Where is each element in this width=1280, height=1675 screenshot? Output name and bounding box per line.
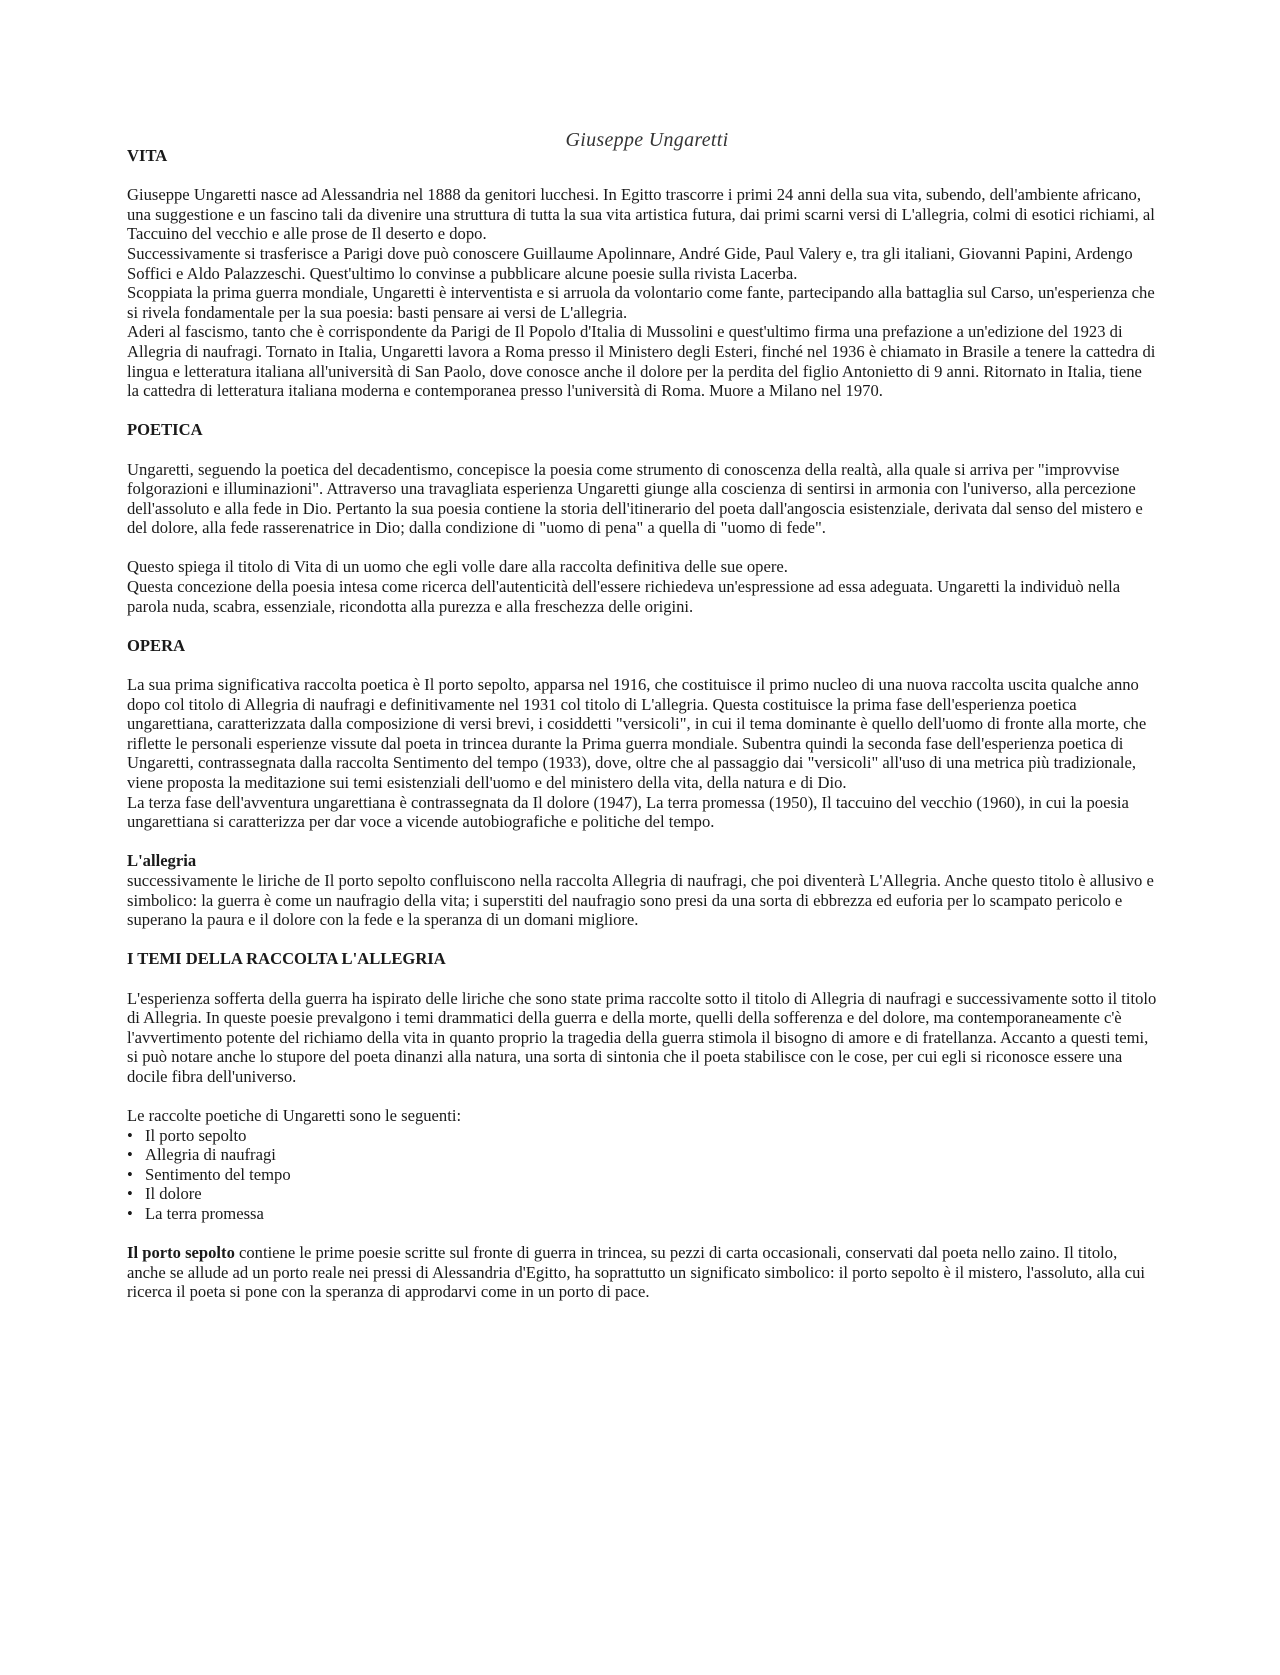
section-heading-poetica: POETICA bbox=[127, 420, 203, 440]
collection-name: Il dolore bbox=[145, 1184, 202, 1204]
porto-sepolto-text: contiene le prime poesie scritte sul fronte di guerra in trincea, su pezzi di carta occasionali, conservati dal poeta nello zaino. Il titolo, anche se allude ad un porto reale nei pressi di Alessandria d'Egitto, ha soprattutto un significato simbolico: il porto sepolto è il mistero, l'assoluto, alla cui ricerca il poeta si pone con la speranza di approdarvi come in un porto di pace. bbox=[127, 1243, 1145, 1302]
vita-paragraph-4: Aderi al fascismo, tanto che è corrispondente da Parigi de Il Popolo d'Italia di Mussolini e quest'ultimo firma una prefazione a un'edizione del 1923 di Allegria di naufragi. Tornato in Italia, Ungaretti lavora a Roma presso il Ministero degli Esteri, finché nel 1936 è chiamato in Brasile a tenere la cattedra di lingua e letteratura italiana all'università di San Paolo, dove conosce anche il dolore per la perdita del figlio Antonietto di 9 anni. Ritornato in Italia, tiene la cattedra di letteratura italiana moderna e contemporanea presso l'università di Roma. Muore a Milano nel 1970. bbox=[127, 322, 1156, 401]
list-item bbox=[127, 1184, 1157, 1204]
poetica-paragraph-2: Questo spiega il titolo di Vita di un uomo che egli volle dare alla raccolta definitiva delle sue opere. bbox=[127, 557, 788, 577]
opera-paragraph-2: La terza fase dell'avventura ungarettiana è contrassegnata da Il dolore (1947), La terra promessa (1950), Il taccuino del vecchio (1960), in cui la poesia ungarettiana si caratterizza per dar voce a vicende autobiografiche e politiche del tempo. bbox=[127, 792, 1129, 832]
porto-sepolto-title: Il porto sepolto bbox=[127, 1243, 235, 1263]
temi-paragraph-1: L'esperienza sofferta della guerra ha ispirato delle liriche che sono state prima raccolte sotto il titolo di Allegria di naufragi e successivamente sotto il titolo di Allegria. In queste poesie prevalgono i temi drammatici della guerra e della morte, quelli della sofferenza e del dolore, ma contemporaneamente c'è l'avvertimento potente del richiamo della vita in quanto proprio la tragedia della guerra stimola il bisogno di amore e di fratellanza. Accanto a questi temi, si può notare anche lo stupore del poeta dinanzi alla natura, una sorta di sintonia che il poeta stabilisce con le cose, per cui egli si riconosce essere una docile fibra dell'universo. bbox=[127, 988, 1157, 1086]
collections-list bbox=[127, 1126, 1157, 1224]
vita-paragraph-3: Scoppiata la prima guerra mondiale, Ungaretti è interventista e si arruola da volontario come fante, partecipando alla battaglia sul Carso, un'esperienza che si rivela fondamentale per la sua poesia: basti pensare ai versi de L'allegria. bbox=[127, 283, 1155, 322]
collection-name: Il porto sepolto bbox=[145, 1125, 247, 1145]
bullet-icon: • bbox=[127, 1184, 133, 1204]
bullet-icon: • bbox=[127, 1145, 133, 1165]
opera-paragraph-1: La sua prima significativa raccolta poetica è Il porto sepolto, apparsa nel 1916, che costituisce il primo nucleo di una nuova raccolta uscita qualche anno dopo col titolo di Allegria di naufragi e definitivamente nel 1931 col titolo di L'allegria. Questa costituisce la prima fase dell'esperienza poetica ungarettiana, caratterizzata dalla composizione di versi brevi, i cosiddetti "versicoli", in cui il tema dominante è quello dell'uomo di fronte alla morte, che riflette le personali esperienze vissute dal poeta in trincea durante la Prima guerra mondiale. Subentra quindi la seconda fase dell'esperienza poetica di Ungaretti, contrassegnata dalla raccolta Sentimento del tempo (1933), dove, oltre che al passaggio dai "versicoli" all'uso di una metrica più tradizionale, viene proposta la meditazione sui temi esistenziali dell'uomo e del ministero della vita, della natura e di Dio. bbox=[127, 675, 1147, 792]
bullet-icon: • bbox=[127, 1164, 133, 1184]
poetica-paragraph-3: Questa concezione della poesia intesa come ricerca dell'autenticità dell'essere richiedeva un'espressione ad essa adeguata. Ungaretti la individuò nella parola nuda, scabra, essenziale, ricondotta alla purezza e alla freschezza delle origini. bbox=[127, 577, 1121, 616]
collection-name: Sentimento del tempo bbox=[145, 1164, 291, 1184]
bullet-icon: • bbox=[127, 1204, 133, 1224]
list-item bbox=[127, 1204, 1157, 1224]
collection-name: Allegria di naufragi bbox=[145, 1145, 276, 1165]
list-item bbox=[127, 1126, 1157, 1146]
vita-paragraph-1: Giuseppe Ungaretti nasce ad Alessandria nel 1888 da genitori lucchesi. In Egitto trascorre i primi 24 anni della sua vita, subendo, dell'ambiente africano, una suggestione e un fascino tali da divenire una struttura di tutta la sua vita artistica futura, dai primi scarni versi di L'allegria, colmi di esotici richiami, al Taccuino del vecchio e alle prose de Il deserto e dopo. bbox=[127, 185, 1155, 244]
allegria-paragraph: successivamente le liriche de Il porto sepolto confluiscono nella raccolta Allegria di naufragi, che poi diventerà L'Allegria. Anche questo titolo è allusivo e simbolico: la guerra è come un naufragio della vita; i superstiti del naufragio sono presi da una sorta di ebbrezza ed euforia per lo scampato pericolo e superano la paura e il dolore con la fede e la speranza di un domani migliore. bbox=[127, 870, 1154, 930]
list-item bbox=[127, 1165, 1157, 1185]
bullet-icon: • bbox=[127, 1125, 133, 1145]
subheading-allegria: L'allegria bbox=[127, 851, 197, 871]
porto-sepolto-paragraph bbox=[127, 1243, 1157, 1302]
section-heading-opera: OPERA bbox=[127, 635, 186, 655]
collections-intro: Le raccolte poetiche di Ungaretti sono le seguenti: bbox=[127, 1106, 462, 1126]
collection-name: La terra promessa bbox=[145, 1204, 264, 1224]
poetica-paragraph-1: Ungaretti, seguendo la poetica del decadentismo, concepisce la poesia come strumento di conoscenza della realtà, alla quale si arriva per "improvvise folgorazioni e illuminazioni". Attraverso una travagliata esperienza Ungaretti giunge alla coscienza di sentirsi in armonia con l'universo, alla percezione dell'assoluto e alla fede in Dio. Pertanto la sua poesia contiene la storia dell'itinerario del poeta dall'angoscia esistenziale, derivata dal senso del mistero e del dolore, alla fede rasserenatrice in Dio; dalla condizione di "uomo di pena" a quella di "uomo di fede". bbox=[127, 459, 1143, 538]
document-page bbox=[127, 128, 1157, 1302]
document-title: Giuseppe Ungaretti bbox=[565, 129, 729, 151]
section-heading-temi: I TEMI DELLA RACCOLTA L'ALLEGRIA bbox=[127, 949, 446, 969]
list-item bbox=[127, 1145, 1157, 1165]
section-heading-vita: VITA bbox=[127, 146, 168, 165]
vita-paragraph-2: Successivamente si trasferisce a Parigi dove può conoscere Guillaume Apolinnare, André Gide, Paul Valery e, tra gli italiani, Giovanni Papini, Ardengo Soffici e Aldo Palazzeschi. Quest'ultimo lo convinse a pubblicare alcune poesie sulla rivista Lacerba. bbox=[127, 243, 1133, 283]
